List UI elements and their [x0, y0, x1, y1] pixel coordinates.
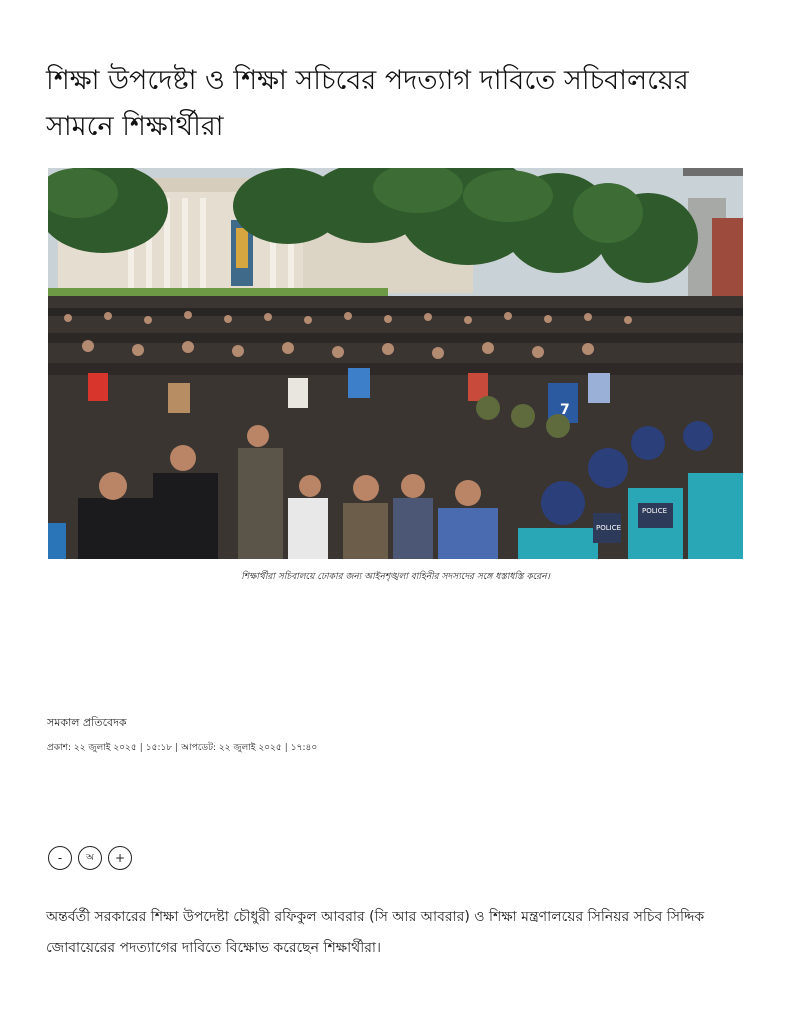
font-increase-button[interactable]: +	[108, 846, 132, 870]
font-reset-button[interactable]: অ	[78, 846, 102, 870]
updated-date: আপডেট: ২২ জুলাই ২০২৫	[181, 743, 282, 753]
article-photo	[48, 168, 743, 559]
meta-divider: |	[139, 742, 143, 753]
font-decrease-button[interactable]: -	[48, 846, 72, 870]
jersey-number: 7	[560, 402, 570, 418]
publish-meta	[47, 740, 317, 755]
published-date: প্রকাশ: ২২ জুলাই ২০২৫	[47, 743, 137, 753]
author-byline: সমকাল প্রতিবেদক	[47, 716, 127, 729]
police-label: POLICE	[642, 507, 668, 515]
article-headline: শিক্ষা উপদেষ্টা ও শিক্ষা সচিবের পদত্যাগ দাবিতে সচিবালয়ের সামনে শিক্ষার্থীরা	[46, 65, 689, 142]
meta-divider: |	[284, 742, 288, 753]
published-time: ১৫:১৮	[145, 743, 173, 753]
meta-divider: |	[175, 742, 179, 753]
updated-time: ১৭:৪০	[290, 743, 318, 753]
police-label: POLICE	[596, 524, 622, 532]
font-size-controls	[48, 846, 132, 870]
photo-caption: শিক্ষার্থীরা সচিবালয়ে ঢোকার জন্য আইনশৃঙ্খলা বাহিনীর সদস্যদের সঙ্গে ধস্তাধস্তি করেন।	[241, 572, 550, 582]
article-body: অন্তর্বর্তী সরকারের শিক্ষা উপদেষ্টা চৌধুরী রফিকুল আবরার (সি আর আবরার) ও শিক্ষা মন্ত্রণালয়ের সিনিয়র সচিব সিদ্দিক জোবায়েরের পদত্যাগের দাবিতে বিক্ষোভ করেছেন শিক্ষার্থীরা।	[46, 909, 705, 956]
